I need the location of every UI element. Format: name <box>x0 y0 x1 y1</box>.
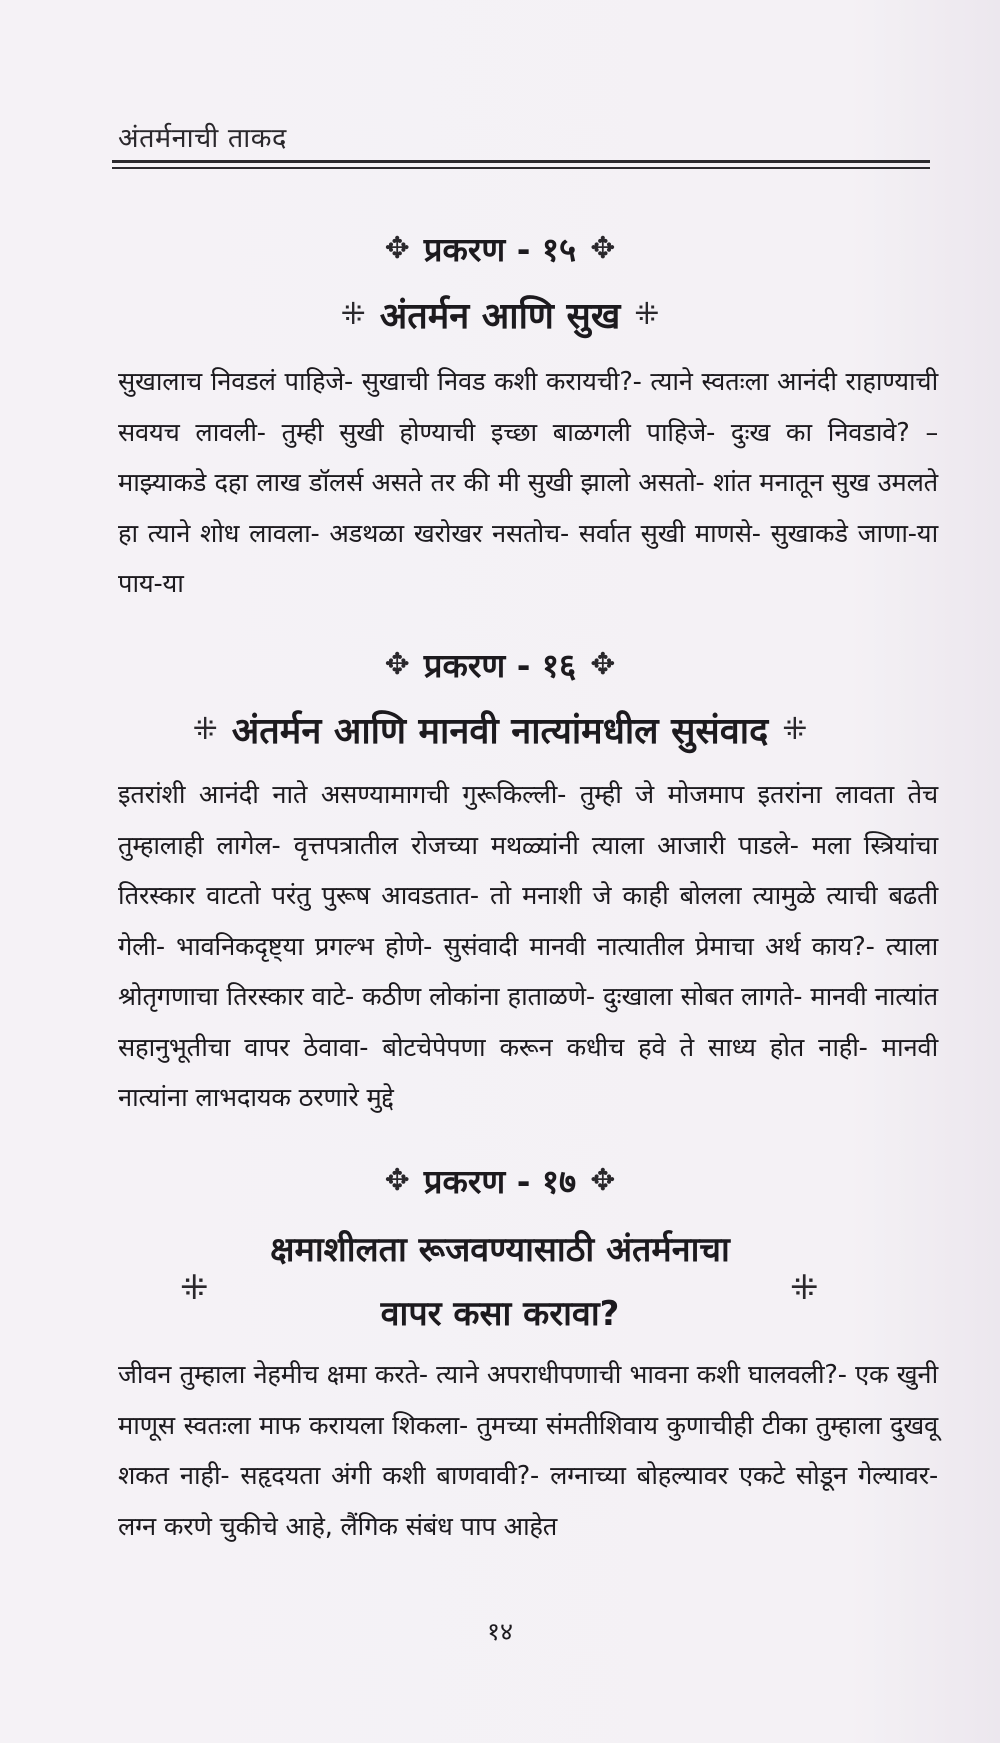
chapter-17-summary: जीवन तुम्हाला नेहमीच क्षमा करते- त्याने अपराधीपणाची भावना कशी घालवली?- एक खुनी माणूस स्वतःला माफ करायला शिकला- तुमच्या संमतीशिवाय कुणाचीही टीका तुम्हाला दुखवू शकत नाही- सहृदयता अंगी कशी बाणवावी?- लग्नाच्या बोहल्यावर एकटे सोडून गेल्यावर- लग्न करणे चुकीचे आहे, लैंगिक संबंध पाप आहेत <box>118 1360 938 1542</box>
chapter-label: प्रकरण - १७ <box>423 1162 577 1201</box>
flourish-ornament-icon: ⁜ <box>192 712 218 747</box>
flourish-ornament-icon: ⁜ <box>790 1268 819 1308</box>
chapter-16-title <box>0 705 1000 754</box>
flourish-ornament-icon: ⁜ <box>634 297 660 332</box>
diamond-ornament-icon: ✥ <box>384 231 410 266</box>
header-rule-bottom <box>112 167 930 169</box>
flourish-ornament-icon: ⁜ <box>782 712 808 747</box>
diamond-ornament-icon: ✥ <box>590 1163 616 1198</box>
chapter-17-title-line2: वापर कसा करावा? <box>380 1294 620 1334</box>
chapter-16-summary: इतरांशी आनंदी नाते असण्यामागची गुरूकिल्ली- तुम्ही जे मोजमाप इतरांना लावता तेच तुम्हालाही लागेल- वृत्तपत्रातील रोजच्या मथळ्यांनी त्याला आजारी पाडले- मला स्त्रियांचा तिरस्कार वाटतो परंतु पुरूष आवडतात- तो मनाशी जे काही बोलला त्यामुळे त्याची बढती गेली- भावनिकदृष्ट्या प्रगल्भ होणे- सुसंवादी मानवी नात्यातील प्रेमाचा अर्थ काय?- त्याला श्रोतृगणाचा तिरस्कार वाटे- कठीण लोकांना हाताळणे- दुःखाला सोबत लागते- मानवी नात्यांत सहानुभूतीचा वापर ठेवावा- बोटचेपेपणा करून कधीच हवे ते साध्य होत नाही- मानवी नात्यांना लाभदायक ठरणारे मुद्दे <box>118 780 938 1113</box>
page-number: १४ <box>486 1617 513 1646</box>
diamond-ornament-icon: ✥ <box>590 647 616 682</box>
chapter-17-title-line1: क्षमाशीलता रूजवण्यासाठी अंतर्मनाचा <box>270 1230 730 1270</box>
chapter-15-label <box>0 226 1000 271</box>
diamond-ornament-icon: ✥ <box>590 231 616 266</box>
chapter-15-title <box>0 290 1000 339</box>
diamond-ornament-icon: ✥ <box>384 647 410 682</box>
chapter-17-label <box>0 1158 1000 1203</box>
chapter-16-label <box>0 642 1000 687</box>
flourish-ornament-icon: ⁜ <box>340 297 366 332</box>
chapter-title: अंतर्मन आणि मानवी नात्यांमधील सुसंवाद <box>231 711 769 752</box>
chapter-15-summary: सुखालाच निवडलं पाहिजे- सुखाची निवड कशी करायची?- त्याने स्वतःला आनंदी राहाण्याची सवयच लावली- तुम्ही सुखी होण्याची इच्छा बाळगली पाहिजे- दुःख का निवडावे? – माझ्याकडे दहा लाख डॉलर्स असते तर की मी सुखी झालो असतो- शांत मनातून सुख उमलते हा त्याने शोध लावला- अडथळा खरोखर नसतोच- सर्वात सुखी माणसे- सुखाकडे जाणा-या पाय-या <box>118 367 938 599</box>
flourish-ornament-icon: ⁜ <box>180 1268 209 1308</box>
chapter-title: अंतर्मन आणि सुख <box>379 296 621 337</box>
diamond-ornament-icon: ✥ <box>384 1163 410 1198</box>
chapter-label: प्रकरण - १५ <box>423 230 577 269</box>
running-header: अंतर्मनाची ताकद <box>118 123 287 154</box>
chapter-label: प्रकरण - १६ <box>423 646 577 685</box>
header-rule-top <box>112 160 930 163</box>
